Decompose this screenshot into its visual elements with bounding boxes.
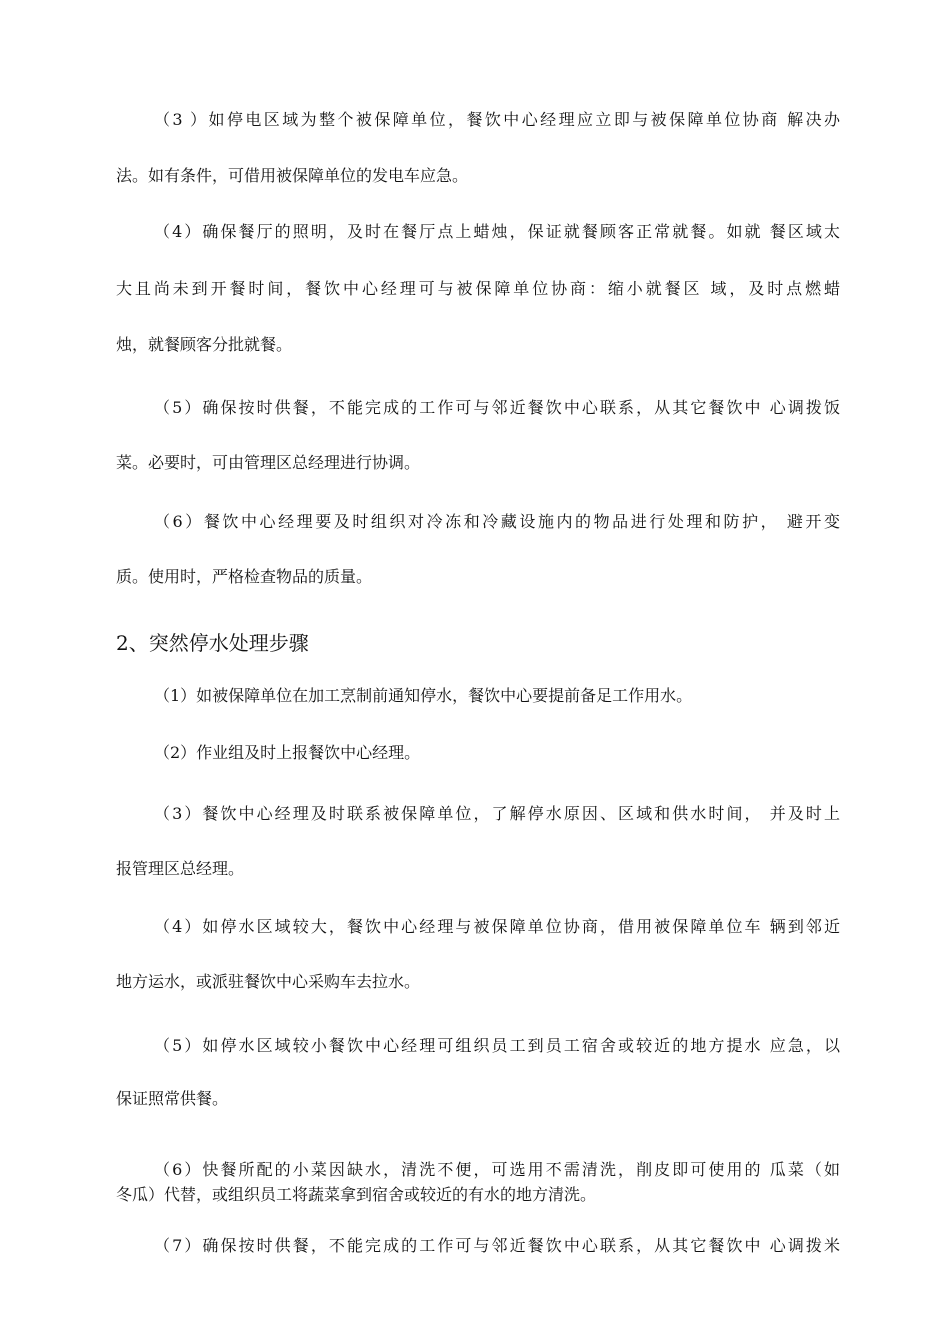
paragraph-6-line-2: 质。使用时，严格检查物品的质量。: [116, 567, 373, 586]
water-step-3-line-1: （3）餐饮中心经理及时联系被保障单位，了解停水原因、区域和供水时间， 并及时上: [154, 804, 840, 823]
water-step-2: （2）作业组及时上报餐饮中心经理。: [154, 743, 421, 762]
water-step-4-line-1: （4）如停水区域较大，餐饮中心经理与被保障单位协商，借用被保障单位车 辆到邻近: [154, 917, 840, 936]
paragraph-6-line-1: （6）餐饮中心经理要及时组织对冷冻和冷藏设施内的物品进行处理和防护， 避开变: [154, 512, 840, 531]
paragraph-3-line-1: （3 ）如停电区域为整个被保障单位，餐饮中心经理应立即与被保障单位协商 解决办: [154, 110, 840, 129]
paragraph-5-line-1: （5）确保按时供餐，不能完成的工作可与邻近餐饮中心联系，从其它餐饮中 心调拨饭: [154, 398, 840, 417]
paragraph-4-line-3: 烛，就餐顾客分批就餐。: [116, 335, 293, 354]
section-heading: 2、突然停水处理步骤: [116, 631, 309, 655]
water-step-6-line-2: 冬瓜）代替，或组织员工将蔬菜拿到宿舍或较近的有水的地方清洗。: [116, 1185, 597, 1204]
water-step-6-line-1: （6）快餐所配的小菜因缺水，清洗不便，可选用不需清洗，削皮即可使用的 瓜菜（如: [154, 1160, 840, 1179]
paragraph-3-line-2: 法。如有条件，可借用被保障单位的发电车应急。: [116, 166, 469, 185]
water-step-1: （1）如被保障单位在加工烹制前通知停水，餐饮中心要提前备足工作用水。: [154, 686, 693, 705]
water-step-3-line-2: 报管理区总经理。: [116, 859, 245, 878]
water-step-7-line-1: （7）确保按时供餐，不能完成的工作可与邻近餐饮中心联系，从其它餐饮中 心调拨米: [154, 1236, 840, 1255]
paragraph-5-line-2: 菜。必要时，可由管理区总经理进行协调。: [116, 453, 421, 472]
water-step-5-line-1: （5）如停水区域较小餐饮中心经理可组织员工到员工宿舍或较近的地方提水 应急，以: [154, 1036, 840, 1055]
water-step-4-line-2: 地方运水，或派驻餐饮中心采购车去拉水。: [116, 972, 421, 991]
paragraph-4-line-2: 大且尚未到开餐时间，餐饮中心经理可与被保障单位协商：缩小就餐区 域，及时点燃蜡: [116, 279, 840, 298]
paragraph-4-line-1: （4）确保餐厅的照明，及时在餐厅点上蜡烛，保证就餐顾客正常就餐。如就 餐区域太: [154, 222, 840, 241]
water-step-5-line-2: 保证照常供餐。: [116, 1089, 229, 1108]
